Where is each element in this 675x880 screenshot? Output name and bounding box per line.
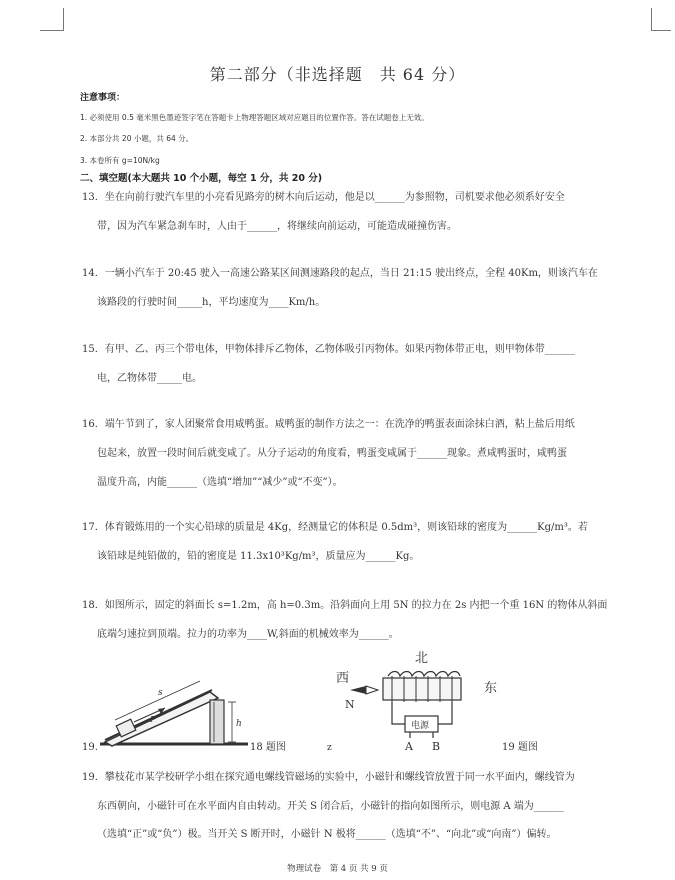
q19-line1: 19．攀枝花市某学校研学小组在探究通电螺线管磁场的实验中，小磁针和螺线管放置于同一水平面内，螺线管为 <box>82 772 575 783</box>
q15-line1: 15．有甲、乙、丙三个带电体，甲物体排斥乙物体，乙物体吸引丙物体。如果丙物体带正电，则甲物体带______ <box>82 344 575 355</box>
q17-line2: 该铅球是纯铅做的，铅的密度是 11.3x10³Kg/m³，质量应为______Kg。 <box>97 551 420 562</box>
q16-line1: 16．端午节到了，家人团聚常食用咸鸭蛋。咸鸭蛋的制作方法之一：在洗净的鸭蛋表面涂抹白酒，粘上盐后用纸 <box>82 419 575 430</box>
z-label: z <box>327 743 332 753</box>
terminal-a-label: A <box>405 740 413 753</box>
needle-n-label: N <box>345 698 355 711</box>
q18-line1: 18．如图所示，固定的斜面长 s=1.2m，高 h=0.3m。沿斜面向上用 5N 的拉力在 2s 内把一个重 16N 的物体从斜面 <box>82 600 608 611</box>
compass-north: 北 <box>415 651 429 666</box>
compass-west: 西 <box>336 671 350 686</box>
incline-figure <box>100 681 248 746</box>
q14-line1: 14．一辆小汽车于 20:45 驶入一高速公路某区间测速路段的起点，当日 21:15 驶出终点，全程 40Km，则该汽车在 <box>82 268 598 279</box>
needle-south-half <box>366 686 378 694</box>
incline-support <box>210 700 224 744</box>
note-item-3: 3. 本卷所有 g=10N/kg <box>80 156 160 165</box>
figure-left-number: 19. <box>82 742 98 753</box>
figures-area <box>0 640 675 760</box>
q15-line2: 电，乙物体带_____电。 <box>97 373 202 384</box>
fig18-caption: 18 题图 <box>250 742 286 753</box>
crop-mark-left-h <box>40 30 64 31</box>
incline-label-s: s <box>158 688 163 698</box>
q16-line2: 包起来，放置一段时间后就变咸了。从分子运动的角度看，鸭蛋变咸属于______现象。煮咸鸭蛋时，咸鸭蛋 <box>97 448 567 459</box>
power-label: 电源 <box>411 721 430 731</box>
page-footer: 物理试卷 第 4 页 共 9 页 <box>287 864 388 874</box>
incline-label-f: F <box>150 715 156 724</box>
compass-needle <box>350 686 378 694</box>
circuit-wire-left <box>392 702 405 724</box>
q18-line2: 底端匀速拉到顶端。拉力的功率为____W,斜面的机械效率为______。 <box>97 629 399 640</box>
solenoid-core <box>383 678 461 700</box>
q14-line2: 该路段的行驶时间_____h，平均速度为____Km/h。 <box>97 297 326 308</box>
q19-line2: 东西朝向，小磁针可在水平面内自由转动。开关 S 闭合后，小磁针的指向如图所示，则电源 A 端为______ <box>97 801 564 812</box>
note-item-2: 2. 本部分共 20 小题，共 64 分。 <box>80 134 194 143</box>
circuit-wire-right <box>438 702 452 724</box>
terminal-b-label: B <box>432 740 441 753</box>
q13-line2: 带，因为汽车紧急刹车时，人由于______，将继续向前运动，可能造成碰撞伤害。 <box>97 221 457 232</box>
fig19-caption: 19 题图 <box>502 742 538 753</box>
note-item-1: 1. 必须使用 0.5 毫米黑色墨迹签字笔在答题卡上物理答题区域对应题目的位置作答。答在试题卷上无效。 <box>80 113 429 122</box>
q19-line3: （选填“正”或“负”）极。当开关 S 断开时，小磁针 N 极将______（选填“不”、“向北”或“向南”）偏转。 <box>97 829 557 840</box>
crop-mark-right-v <box>651 8 652 30</box>
crop-mark-right-h <box>651 30 671 31</box>
q16-line3: 温度升高，内能______（选填“增加”“减少”或“不变”）。 <box>97 477 343 488</box>
incline-plane <box>105 692 218 746</box>
section-title: 二、填空题(本大题共 10 个小题，每空 1 分，共 20 分) <box>80 173 323 184</box>
crop-mark-left-v <box>63 8 64 30</box>
q13-line1: 13．坐在向前行驶汽车里的小亮看见路旁的树木向后运动，他是以______为参照物，司机要求他必须系好安全 <box>82 192 565 203</box>
incline-label-h: h <box>236 719 242 729</box>
solenoid-coil <box>388 672 460 677</box>
notes-heading: 注意事项： <box>80 93 126 103</box>
q17-line1: 17．体育锻炼用的一个实心铅球的质量是 4Kg，经测量它的体积是 0.5dm³，则该铅球的密度为______Kg/m³。若 <box>82 522 588 533</box>
needle-north-half <box>350 686 366 694</box>
compass-east: 东 <box>484 681 498 696</box>
page-title: 第二部分（非选择题 共 64 分） <box>209 65 466 84</box>
